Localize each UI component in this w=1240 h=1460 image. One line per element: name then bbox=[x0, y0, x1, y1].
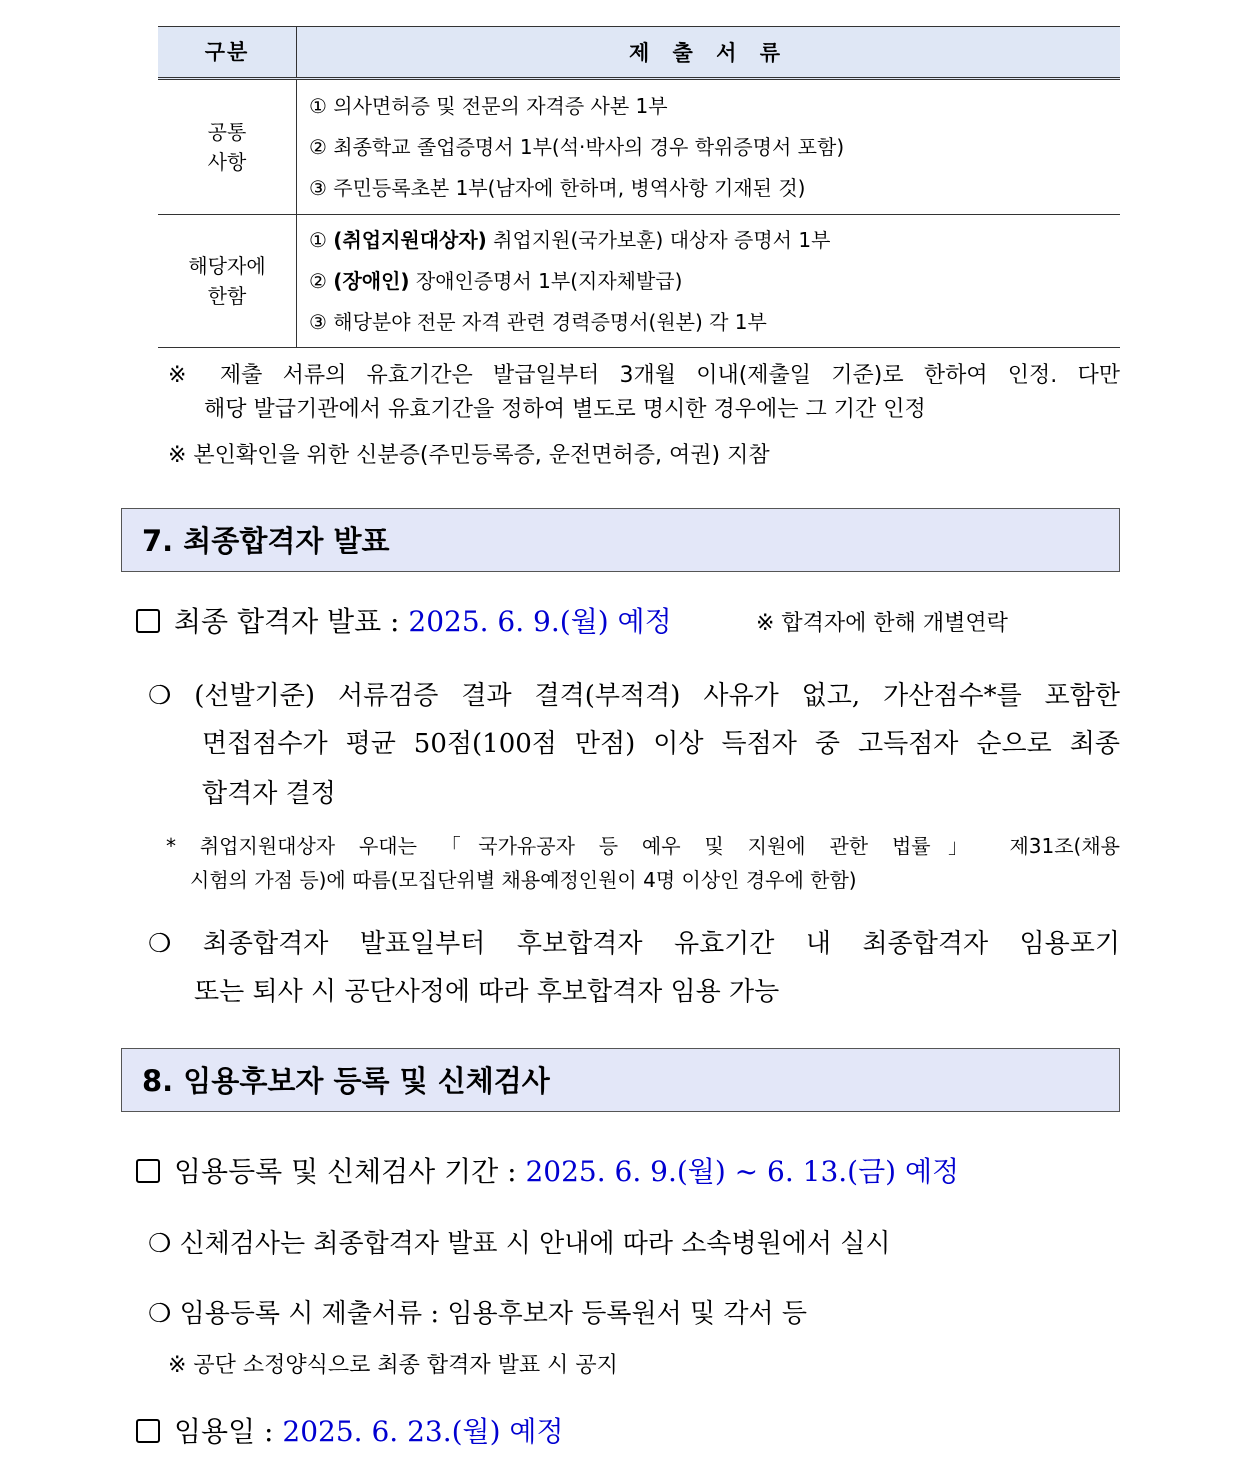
item-category: (취업지원대상자) bbox=[333, 227, 487, 252]
appointment-label: 임용일 : bbox=[174, 1415, 283, 1448]
item-category: (장애인) bbox=[333, 268, 410, 293]
selection-criteria: ❍ (선발기준) 서류검증 결과 결격(부적격) 사유가 없고, 가산점수*를 포함한 bbox=[148, 681, 1120, 711]
row-label bbox=[158, 79, 297, 215]
physical-exam-bullet: ❍ 신체검사는 최종합격자 발표 시 안내에 따라 소속병원에서 실시 bbox=[148, 1229, 891, 1259]
row-label bbox=[158, 215, 297, 348]
registration-documents-bullet: ❍ 임용등록 시 제출서류 : 임용후보자 등록원서 및 각서 등 bbox=[148, 1299, 808, 1329]
selection-criteria-line3: 합격자 결정 bbox=[202, 779, 336, 809]
list-item bbox=[297, 220, 1120, 261]
checkbox-square-icon bbox=[136, 1419, 160, 1443]
item-text: 취업지원(국가보훈) 대상자 증명서 1부 bbox=[486, 227, 831, 252]
item-text: 장애인증명서 1부(지자체발급) bbox=[409, 268, 683, 293]
validity-note-continued: 해당 발급기관에서 유효기간을 정하여 별도로 명시한 경우에는 그 기간 인정 bbox=[204, 397, 926, 422]
item-number: ③ bbox=[309, 309, 327, 334]
item-text: 해당분야 전문 자격 관련 경력증명서(원본) 각 1부 bbox=[333, 309, 767, 334]
table-header-row bbox=[158, 27, 1120, 79]
reserve-candidate: ❍ 최종합격자 발표일부터 후보합격자 유효기간 내 최종합격자 임용포기 bbox=[148, 929, 1120, 959]
footnote-preference-continued: 시험의 가점 등)에 따름(모집단위별 채용예정인원이 4명 이상인 경우에 한함) bbox=[190, 868, 857, 892]
item-number: ② bbox=[309, 268, 327, 293]
section-title-7: 7. 최종합격자 발표 bbox=[121, 508, 1120, 572]
header-documents: 제 출 서 류 bbox=[297, 27, 1121, 79]
section-title-8: 8. 임용후보자 등록 및 신체검사 bbox=[121, 1048, 1120, 1112]
registration-period bbox=[136, 1150, 959, 1190]
checkbox-square-icon bbox=[136, 1159, 160, 1183]
reserve-candidate-line2: 또는 퇴사 시 공단사정에 따라 후보합격자 임용 가능 bbox=[194, 977, 780, 1007]
row-items bbox=[297, 79, 1121, 215]
announcement-note: ※ 합격자에 한해 개별연락 bbox=[756, 611, 1008, 636]
item-number: ① bbox=[309, 227, 327, 252]
id-note: ※ 본인확인을 위한 신분증(주민등록증, 운전면허증, 여권) 지참 bbox=[168, 443, 770, 468]
final-announcement bbox=[136, 600, 672, 640]
appointment-date bbox=[136, 1410, 564, 1450]
documents-table bbox=[158, 26, 1120, 348]
selection-criteria-line2: 면접점수가 평균 50점(100점 만점) 이상 득점자 중 고득점자 순으로 최종 bbox=[202, 729, 1120, 759]
announcement-date: 2025. 6. 9.(월) 예정 bbox=[408, 605, 672, 638]
period-date: 2025. 6. 9.(월) ~ 6. 13.(금) 예정 bbox=[525, 1155, 960, 1188]
row-label-line: 공통 bbox=[207, 120, 247, 144]
footnote-preference: * 취업지원대상자 우대는 「국가유공자 등 예우 및 지원에 관한 법률」 제31조(채용 bbox=[166, 834, 1120, 858]
period-label: 임용등록 및 신체검사 기간 : bbox=[174, 1155, 526, 1188]
list-item: ① 의사면허증 및 전문의 자격증 사본 1부 bbox=[309, 93, 668, 118]
row-label-line: 해당자에 bbox=[188, 254, 266, 278]
checkbox-square-icon bbox=[136, 609, 160, 633]
row-label-line: 한함 bbox=[207, 284, 247, 308]
table-row bbox=[158, 79, 1120, 215]
table-row bbox=[158, 215, 1120, 348]
list-item: ② 최종학교 졸업증명서 1부(석·박사의 경우 학위증명서 포함) bbox=[309, 134, 845, 159]
list-item: ③ 주민등록초본 1부(남자에 한하며, 병역사항 기재된 것) bbox=[309, 175, 806, 200]
row-label-line: 사항 bbox=[207, 150, 247, 174]
row-items bbox=[297, 215, 1121, 348]
list-item bbox=[297, 261, 1120, 302]
announcement-label: 최종 합격자 발표 : bbox=[174, 605, 409, 638]
form-note: ※ 공단 소정양식으로 최종 합격자 발표 시 공지 bbox=[168, 1353, 618, 1378]
header-category: 구분 bbox=[158, 27, 297, 79]
list-item bbox=[297, 302, 1120, 343]
appointment-date-value: 2025. 6. 23.(월) 예정 bbox=[282, 1415, 564, 1448]
validity-note: ※ 제출 서류의 유효기간은 발급일부터 3개월 이내(제출일 기준)로 한하여 인정. 다만 bbox=[168, 363, 1120, 388]
